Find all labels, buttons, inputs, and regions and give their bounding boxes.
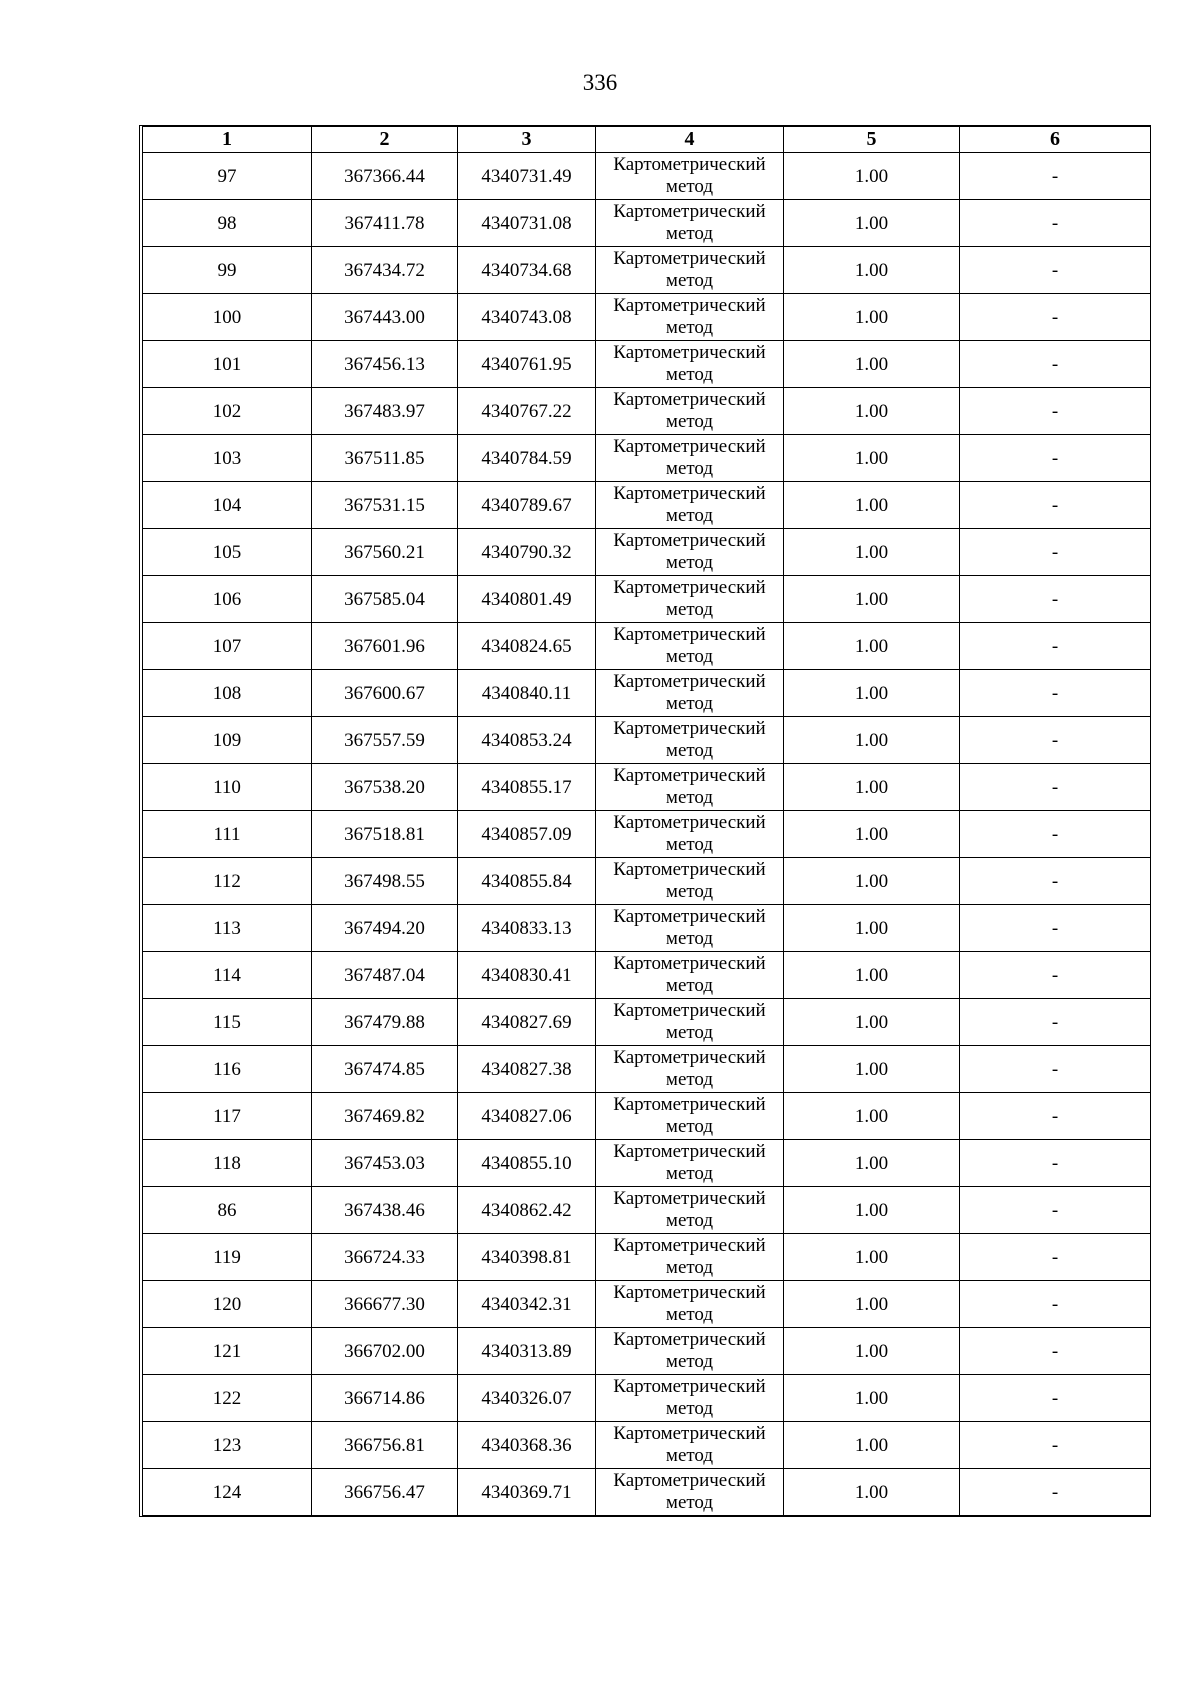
method-line-1: Картометрический: [613, 389, 766, 410]
table-row: [143, 482, 1151, 529]
note-cell: -: [960, 764, 1151, 811]
note-cell: -: [960, 388, 1151, 435]
accuracy-cell: 1.00: [784, 623, 960, 670]
y-coordinate-cell: 4340398.81: [458, 1234, 596, 1281]
y-coordinate-cell: 4340368.36: [458, 1422, 596, 1469]
method-line-1: Картометрический: [613, 671, 766, 692]
method-cell: [596, 1375, 784, 1422]
method-cell: [596, 905, 784, 952]
x-coordinate-cell: 367600.67: [312, 670, 458, 717]
y-coordinate-cell: 4340833.13: [458, 905, 596, 952]
note-cell: -: [960, 858, 1151, 905]
note-cell: -: [960, 1234, 1151, 1281]
point-number-cell: 106: [143, 576, 312, 623]
column-header-4: 4: [596, 127, 784, 153]
point-number-cell: 103: [143, 435, 312, 482]
method-cell: [596, 200, 784, 247]
x-coordinate-cell: 366714.86: [312, 1375, 458, 1422]
column-header-1: 1: [143, 127, 312, 153]
method-line-1: Картометрический: [613, 624, 766, 645]
table-row: [143, 858, 1151, 905]
y-coordinate-cell: 4340862.42: [458, 1187, 596, 1234]
method-cell: [596, 1046, 784, 1093]
note-cell: -: [960, 811, 1151, 858]
method-line-2: метод: [665, 1398, 714, 1419]
accuracy-cell: 1.00: [784, 952, 960, 999]
table-row: [143, 670, 1151, 717]
x-coordinate-cell: 367538.20: [312, 764, 458, 811]
note-cell: -: [960, 482, 1151, 529]
y-coordinate-cell: 4340830.41: [458, 952, 596, 999]
method-cell: [596, 294, 784, 341]
table-row: [143, 294, 1151, 341]
accuracy-cell: 1.00: [784, 670, 960, 717]
method-cell: [596, 858, 784, 905]
x-coordinate-cell: 366677.30: [312, 1281, 458, 1328]
method-line-1: Картометрический: [613, 436, 766, 457]
method-cell: [596, 999, 784, 1046]
accuracy-cell: 1.00: [784, 576, 960, 623]
table-row: [143, 1422, 1151, 1469]
method-line-2: метод: [665, 270, 714, 291]
y-coordinate-cell: 4340855.84: [458, 858, 596, 905]
y-coordinate-cell: 4340767.22: [458, 388, 596, 435]
accuracy-cell: 1.00: [784, 200, 960, 247]
method-line-2: метод: [665, 1492, 714, 1513]
method-line-2: метод: [665, 881, 714, 902]
method-line-1: Картометрический: [613, 248, 766, 269]
method-cell: [596, 952, 784, 999]
method-line-1: Картометрический: [613, 201, 766, 222]
y-coordinate-cell: 4340734.68: [458, 247, 596, 294]
accuracy-cell: 1.00: [784, 764, 960, 811]
point-number-cell: 114: [143, 952, 312, 999]
table-row: [143, 1046, 1151, 1093]
note-cell: -: [960, 153, 1151, 200]
y-coordinate-cell: 4340743.08: [458, 294, 596, 341]
column-header-2: 2: [312, 127, 458, 153]
x-coordinate-cell: 367531.15: [312, 482, 458, 529]
note-cell: -: [960, 1281, 1151, 1328]
accuracy-cell: 1.00: [784, 388, 960, 435]
method-line-2: метод: [665, 740, 714, 761]
x-coordinate-cell: 367469.82: [312, 1093, 458, 1140]
point-number-cell: 100: [143, 294, 312, 341]
method-line-1: Картометрический: [613, 718, 766, 739]
x-coordinate-cell: 367453.03: [312, 1140, 458, 1187]
column-header-5: 5: [784, 127, 960, 153]
y-coordinate-cell: 4340369.71: [458, 1469, 596, 1516]
method-line-1: Картометрический: [613, 342, 766, 363]
table-row: [143, 1093, 1151, 1140]
coordinates-table: [142, 126, 1151, 1516]
method-line-1: Картометрический: [613, 1329, 766, 1350]
y-coordinate-cell: 4340824.65: [458, 623, 596, 670]
point-number-cell: 101: [143, 341, 312, 388]
method-line-2: метод: [665, 599, 714, 620]
method-cell: [596, 1140, 784, 1187]
y-coordinate-cell: 4340855.10: [458, 1140, 596, 1187]
method-line-2: метод: [665, 1022, 714, 1043]
method-line-2: метод: [665, 1257, 714, 1278]
method-cell: [596, 153, 784, 200]
method-line-1: Картометрический: [613, 1188, 766, 1209]
y-coordinate-cell: 4340789.67: [458, 482, 596, 529]
y-coordinate-cell: 4340801.49: [458, 576, 596, 623]
column-header-6: 6: [960, 127, 1151, 153]
method-line-1: Картометрический: [613, 1000, 766, 1021]
accuracy-cell: 1.00: [784, 482, 960, 529]
point-number-cell: 108: [143, 670, 312, 717]
point-number-cell: 118: [143, 1140, 312, 1187]
y-coordinate-cell: 4340827.38: [458, 1046, 596, 1093]
note-cell: -: [960, 341, 1151, 388]
method-line-1: Картометрический: [613, 530, 766, 551]
method-cell: [596, 482, 784, 529]
table-row: [143, 576, 1151, 623]
method-line-2: метод: [665, 223, 714, 244]
accuracy-cell: 1.00: [784, 905, 960, 952]
table-row: [143, 1469, 1151, 1516]
method-cell: [596, 435, 784, 482]
method-line-1: Картометрический: [613, 1282, 766, 1303]
table-row: [143, 247, 1151, 294]
table-row: [143, 200, 1151, 247]
point-number-cell: 120: [143, 1281, 312, 1328]
note-cell: -: [960, 247, 1151, 294]
method-cell: [596, 1187, 784, 1234]
accuracy-cell: 1.00: [784, 1046, 960, 1093]
method-cell: [596, 1328, 784, 1375]
note-cell: -: [960, 200, 1151, 247]
x-coordinate-cell: 367434.72: [312, 247, 458, 294]
point-number-cell: 110: [143, 764, 312, 811]
note-cell: -: [960, 1046, 1151, 1093]
method-line-2: метод: [665, 1445, 714, 1466]
point-number-cell: 117: [143, 1093, 312, 1140]
x-coordinate-cell: 367557.59: [312, 717, 458, 764]
method-line-2: метод: [665, 646, 714, 667]
point-number-cell: 97: [143, 153, 312, 200]
method-line-2: метод: [665, 834, 714, 855]
accuracy-cell: 1.00: [784, 811, 960, 858]
method-line-2: метод: [665, 975, 714, 996]
method-line-2: метод: [665, 787, 714, 808]
method-line-1: Картометрический: [613, 1235, 766, 1256]
method-line-1: Картометрический: [613, 953, 766, 974]
method-line-1: Картометрический: [613, 1423, 766, 1444]
table-row: [143, 1328, 1151, 1375]
table-row: [143, 999, 1151, 1046]
method-cell: [596, 811, 784, 858]
method-line-1: Картометрический: [613, 154, 766, 175]
method-line-1: Картометрический: [613, 765, 766, 786]
note-cell: -: [960, 623, 1151, 670]
method-line-2: метод: [665, 693, 714, 714]
table-row: [143, 811, 1151, 858]
method-line-2: метод: [665, 364, 714, 385]
point-number-cell: 123: [143, 1422, 312, 1469]
accuracy-cell: 1.00: [784, 1140, 960, 1187]
x-coordinate-cell: 367498.55: [312, 858, 458, 905]
x-coordinate-cell: 367601.96: [312, 623, 458, 670]
method-line-2: метод: [665, 928, 714, 949]
note-cell: -: [960, 529, 1151, 576]
point-number-cell: 119: [143, 1234, 312, 1281]
table-row: [143, 529, 1151, 576]
x-coordinate-cell: 366702.00: [312, 1328, 458, 1375]
method-cell: [596, 670, 784, 717]
accuracy-cell: 1.00: [784, 1093, 960, 1140]
table-row: [143, 764, 1151, 811]
x-coordinate-cell: 366756.81: [312, 1422, 458, 1469]
method-line-1: Картометрический: [613, 1470, 766, 1491]
note-cell: -: [960, 1328, 1151, 1375]
table-header-row: [143, 127, 1151, 153]
note-cell: -: [960, 952, 1151, 999]
method-line-2: метод: [665, 1163, 714, 1184]
note-cell: -: [960, 294, 1151, 341]
accuracy-cell: 1.00: [784, 1328, 960, 1375]
accuracy-cell: 1.00: [784, 294, 960, 341]
point-number-cell: 113: [143, 905, 312, 952]
y-coordinate-cell: 4340342.31: [458, 1281, 596, 1328]
method-cell: [596, 1422, 784, 1469]
accuracy-cell: 1.00: [784, 1469, 960, 1516]
method-line-1: Картометрический: [613, 859, 766, 880]
method-line-1: Картометрический: [613, 577, 766, 598]
method-line-2: метод: [665, 1116, 714, 1137]
point-number-cell: 121: [143, 1328, 312, 1375]
method-cell: [596, 1281, 784, 1328]
x-coordinate-cell: 367518.81: [312, 811, 458, 858]
point-number-cell: 105: [143, 529, 312, 576]
y-coordinate-cell: 4340731.08: [458, 200, 596, 247]
method-line-1: Картометрический: [613, 483, 766, 504]
method-cell: [596, 1093, 784, 1140]
method-line-1: Картометрический: [613, 1141, 766, 1162]
table-body: [143, 153, 1151, 1516]
y-coordinate-cell: 4340827.69: [458, 999, 596, 1046]
method-line-2: метод: [665, 1210, 714, 1231]
method-line-2: метод: [665, 458, 714, 479]
x-coordinate-cell: 367366.44: [312, 153, 458, 200]
y-coordinate-cell: 4340857.09: [458, 811, 596, 858]
x-coordinate-cell: 367483.97: [312, 388, 458, 435]
coordinates-table-container: [139, 125, 1151, 1517]
method-line-2: метод: [665, 176, 714, 197]
method-cell: [596, 341, 784, 388]
x-coordinate-cell: 367411.78: [312, 200, 458, 247]
note-cell: -: [960, 1187, 1151, 1234]
x-coordinate-cell: 367494.20: [312, 905, 458, 952]
method-line-1: Картометрический: [613, 295, 766, 316]
x-coordinate-cell: 367487.04: [312, 952, 458, 999]
note-cell: -: [960, 999, 1151, 1046]
table-row: [143, 153, 1151, 200]
method-line-2: метод: [665, 505, 714, 526]
table-row: [143, 1140, 1151, 1187]
table-row: [143, 341, 1151, 388]
note-cell: -: [960, 1422, 1151, 1469]
table-row: [143, 1375, 1151, 1422]
method-cell: [596, 529, 784, 576]
accuracy-cell: 1.00: [784, 858, 960, 905]
x-coordinate-cell: 367443.00: [312, 294, 458, 341]
point-number-cell: 99: [143, 247, 312, 294]
point-number-cell: 111: [143, 811, 312, 858]
y-coordinate-cell: 4340731.49: [458, 153, 596, 200]
y-coordinate-cell: 4340853.24: [458, 717, 596, 764]
table-row: [143, 1234, 1151, 1281]
table-row: [143, 905, 1151, 952]
point-number-cell: 116: [143, 1046, 312, 1093]
y-coordinate-cell: 4340840.11: [458, 670, 596, 717]
x-coordinate-cell: 367474.85: [312, 1046, 458, 1093]
note-cell: -: [960, 670, 1151, 717]
accuracy-cell: 1.00: [784, 341, 960, 388]
note-cell: -: [960, 1469, 1151, 1516]
table-row: [143, 952, 1151, 999]
method-line-1: Картометрический: [613, 812, 766, 833]
point-number-cell: 86: [143, 1187, 312, 1234]
table-row: [143, 717, 1151, 764]
point-number-cell: 112: [143, 858, 312, 905]
x-coordinate-cell: 367438.46: [312, 1187, 458, 1234]
x-coordinate-cell: 367560.21: [312, 529, 458, 576]
x-coordinate-cell: 367511.85: [312, 435, 458, 482]
x-coordinate-cell: 367479.88: [312, 999, 458, 1046]
note-cell: -: [960, 905, 1151, 952]
accuracy-cell: 1.00: [784, 1375, 960, 1422]
column-header-3: 3: [458, 127, 596, 153]
accuracy-cell: 1.00: [784, 1187, 960, 1234]
y-coordinate-cell: 4340827.06: [458, 1093, 596, 1140]
point-number-cell: 104: [143, 482, 312, 529]
note-cell: -: [960, 1093, 1151, 1140]
point-number-cell: 107: [143, 623, 312, 670]
method-line-1: Картометрический: [613, 906, 766, 927]
method-cell: [596, 388, 784, 435]
method-line-2: метод: [665, 317, 714, 338]
point-number-cell: 122: [143, 1375, 312, 1422]
note-cell: -: [960, 1140, 1151, 1187]
y-coordinate-cell: 4340326.07: [458, 1375, 596, 1422]
method-line-2: метод: [665, 1351, 714, 1372]
point-number-cell: 115: [143, 999, 312, 1046]
method-line-2: метод: [665, 1069, 714, 1090]
accuracy-cell: 1.00: [784, 1422, 960, 1469]
x-coordinate-cell: 367456.13: [312, 341, 458, 388]
table-row: [143, 435, 1151, 482]
x-coordinate-cell: 367585.04: [312, 576, 458, 623]
method-cell: [596, 1234, 784, 1281]
y-coordinate-cell: 4340790.32: [458, 529, 596, 576]
y-coordinate-cell: 4340855.17: [458, 764, 596, 811]
y-coordinate-cell: 4340313.89: [458, 1328, 596, 1375]
accuracy-cell: 1.00: [784, 1281, 960, 1328]
accuracy-cell: 1.00: [784, 529, 960, 576]
accuracy-cell: 1.00: [784, 247, 960, 294]
method-line-1: Картометрический: [613, 1047, 766, 1068]
method-line-1: Картометрический: [613, 1376, 766, 1397]
accuracy-cell: 1.00: [784, 153, 960, 200]
method-cell: [596, 247, 784, 294]
table-row: [143, 1187, 1151, 1234]
table-row: [143, 388, 1151, 435]
x-coordinate-cell: 366756.47: [312, 1469, 458, 1516]
method-line-2: метод: [665, 1304, 714, 1325]
accuracy-cell: 1.00: [784, 1234, 960, 1281]
point-number-cell: 102: [143, 388, 312, 435]
point-number-cell: 109: [143, 717, 312, 764]
note-cell: -: [960, 717, 1151, 764]
point-number-cell: 98: [143, 200, 312, 247]
y-coordinate-cell: 4340784.59: [458, 435, 596, 482]
accuracy-cell: 1.00: [784, 717, 960, 764]
method-cell: [596, 623, 784, 670]
x-coordinate-cell: 366724.33: [312, 1234, 458, 1281]
accuracy-cell: 1.00: [784, 435, 960, 482]
method-line-2: метод: [665, 411, 714, 432]
method-cell: [596, 764, 784, 811]
page-number: 336: [582, 70, 618, 95]
method-cell: [596, 576, 784, 623]
note-cell: -: [960, 1375, 1151, 1422]
note-cell: -: [960, 435, 1151, 482]
table-row: [143, 623, 1151, 670]
table-row: [143, 1281, 1151, 1328]
accuracy-cell: 1.00: [784, 999, 960, 1046]
method-line-1: Картометрический: [613, 1094, 766, 1115]
note-cell: -: [960, 576, 1151, 623]
method-cell: [596, 717, 784, 764]
method-line-2: метод: [665, 552, 714, 573]
y-coordinate-cell: 4340761.95: [458, 341, 596, 388]
method-cell: [596, 1469, 784, 1516]
point-number-cell: 124: [143, 1469, 312, 1516]
